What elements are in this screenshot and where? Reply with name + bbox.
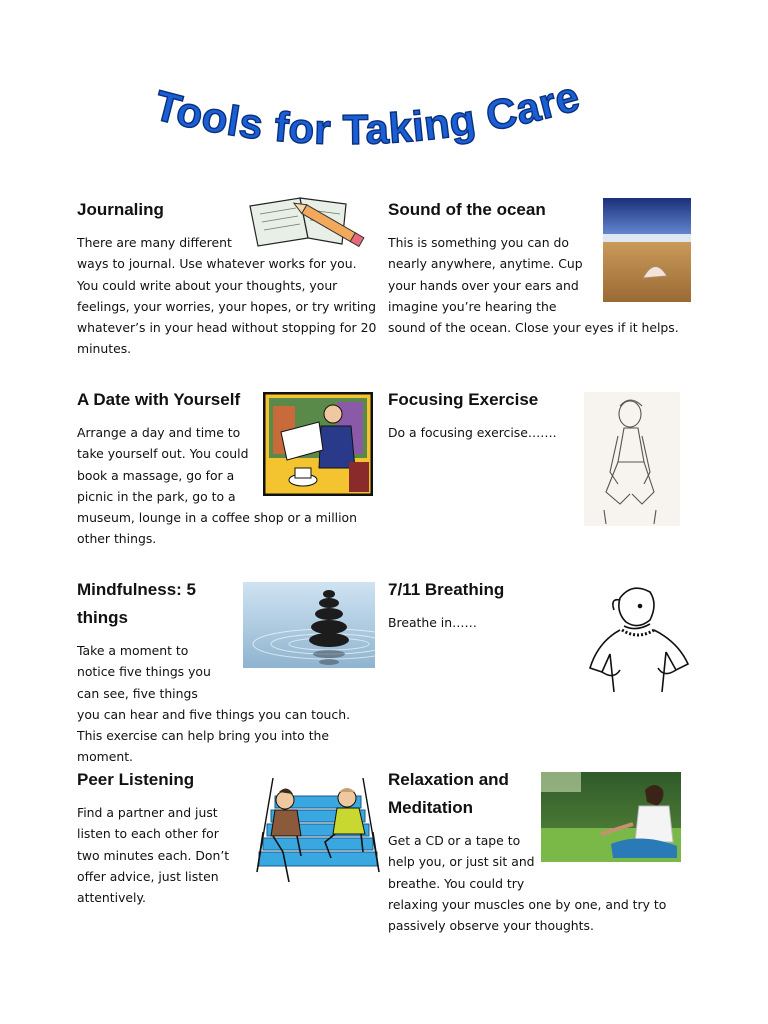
body-relaxation: Get a CD or a tape to help you, or just sit and breathe. You could try relaxing your muscles one by one, and try to passively observe your thoughts. <box>388 833 667 934</box>
section-focus <box>388 386 688 526</box>
seated-woman-icon <box>584 392 680 526</box>
svg-text:Tools for Taking Care <box>150 78 585 153</box>
heading-ocean: Sound of the ocean <box>388 200 546 219</box>
section-ocean <box>388 196 688 338</box>
body-ocean: This is something you can do nearly anywhere, anytime. Cup your hands over your ears and imagine you’re hearing the sound of the ocean. Close your eyes if it helps. <box>388 235 679 336</box>
heading-breathing: 7/11 Breathing <box>388 580 505 599</box>
heading-relaxation: Relaxation and Meditation <box>388 770 509 817</box>
heading-peer: Peer Listening <box>77 770 195 789</box>
section-breathing <box>388 576 688 696</box>
page-title <box>140 78 620 168</box>
peer-stairs-icon <box>253 772 383 884</box>
breathing-child-icon <box>580 580 696 696</box>
section-peer-listening <box>77 766 379 908</box>
section-date <box>77 386 379 550</box>
journal-icon <box>248 194 373 252</box>
body-focus: Do a focusing exercise……. <box>388 425 557 440</box>
section-mindfulness <box>77 576 379 768</box>
section-relaxation <box>388 766 688 936</box>
title-text: Tools for Taking Care <box>149 78 585 154</box>
body-breathing: Breathe in…… <box>388 615 477 630</box>
section-journaling <box>77 196 379 360</box>
body-journaling: There are many different ways to journal. Use whatever works for you. You could write about your thoughts, your feelings, your worries, your hopes, or try writing whatever’s in your head without stopping for 20 minutes. <box>77 235 377 357</box>
body-mindfulness: Take a moment to notice five things you can see, five things you can hear and five things you can touch. This exercise can help bring you into the moment. <box>77 643 351 765</box>
heading-mindfulness: Mindfulness: 5 things <box>77 580 197 627</box>
body-peer: Find a partner and just listen to each other for two minutes each. Don’t offer advice, just listen attentively. <box>77 805 230 906</box>
heading-journaling: Journaling <box>77 200 164 219</box>
title-arc <box>140 78 620 168</box>
beach-shell-icon <box>603 198 691 302</box>
heading-focus: Focusing Exercise <box>388 390 539 409</box>
stacked-stones-icon <box>243 582 375 668</box>
heading-date: A Date with Yourself <box>77 390 241 409</box>
meditation-park-icon <box>541 772 681 862</box>
coffee-date-icon <box>263 392 373 496</box>
body-date: Arrange a day and time to take yourself out. You could book a massage, go for a picnic in the park, go to a museum, lounge in a coffee shop or a million other things. <box>77 425 357 547</box>
